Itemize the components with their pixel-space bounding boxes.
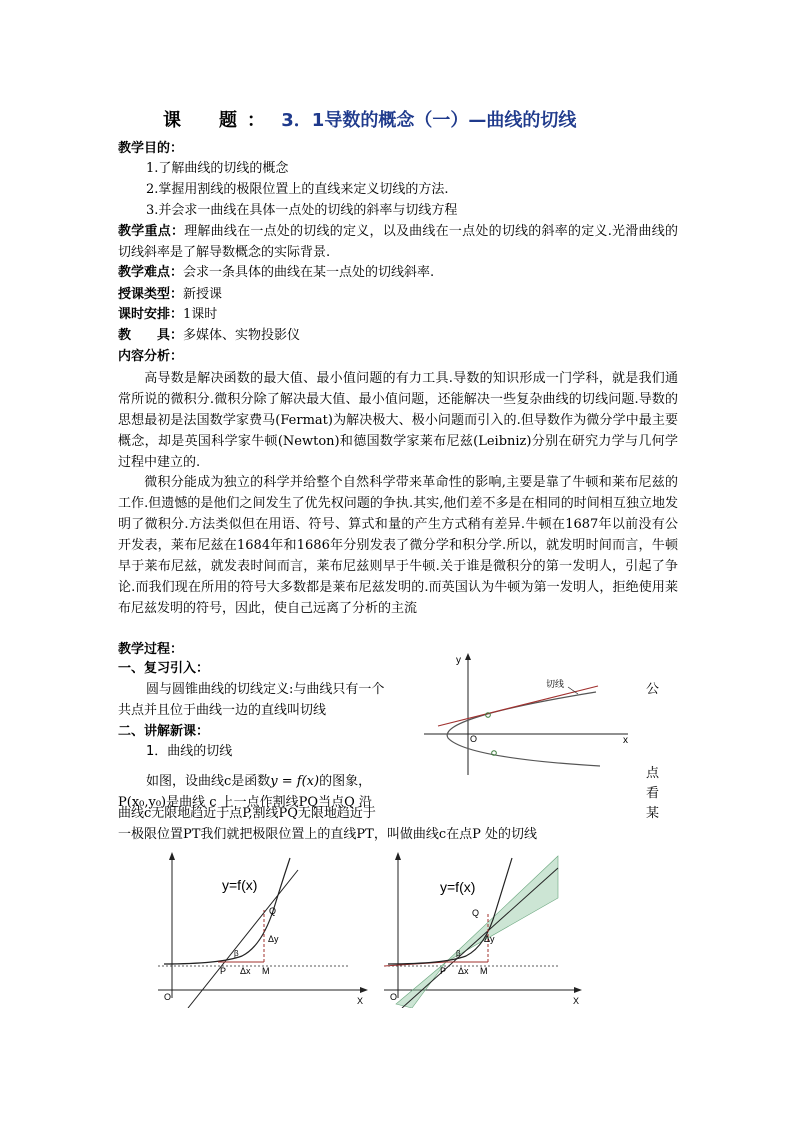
section-tangent-heading: 1．曲线的切线	[146, 744, 233, 759]
figure-dian: 点	[646, 766, 660, 781]
tools	[118, 328, 300, 344]
process-heading: 教学过程：	[118, 642, 184, 657]
right-beta-label: β	[456, 949, 461, 958]
left-p-label: P	[220, 966, 227, 976]
key-point-heading: 教学重点：	[118, 224, 185, 239]
parabola-y-arrow	[465, 653, 471, 660]
title-topic: 3．1导数的概念（一）—曲线的切线	[281, 110, 577, 131]
title-label: 课 题：	[163, 110, 275, 131]
right-dx-label: Δx	[458, 966, 469, 976]
analysis-heading: 内容分析：	[118, 349, 184, 364]
right-dy-label: Δy	[484, 934, 495, 944]
lesson-type-heading: 授课类型：	[118, 287, 184, 302]
right-m-label: M	[480, 966, 488, 976]
right-q-label: Q	[472, 908, 480, 918]
right-curve	[388, 858, 512, 964]
objective-2: 2.掌握用割线的极限位置上的直线来定义切线的方法.	[146, 182, 449, 197]
figure-text-1	[146, 774, 371, 790]
key-point	[118, 221, 678, 263]
parabola-y-label: y	[456, 655, 461, 666]
left-m-label: M	[262, 966, 270, 976]
lesson-type-text: 新授课	[183, 287, 223, 302]
parabola-origin-label: O	[470, 734, 478, 744]
right-function-label: y=f(x)	[440, 879, 476, 895]
secant-figure-left	[150, 848, 375, 1008]
right-x-label: X	[573, 996, 580, 1006]
page-title	[163, 106, 576, 132]
secant-figure-right	[378, 848, 593, 1008]
difficulty-text: 会求一条具体的曲线在某一点处的切线斜率.	[183, 265, 435, 280]
right-y-arrow	[395, 852, 401, 860]
figure-text-1a: 如图，设曲线c是函数	[146, 774, 271, 789]
figure-text-4: 一极限位置PT我们就把极限位置上的直线PT，叫做曲线c在点P 处的切线	[118, 827, 537, 842]
new-lesson-heading: 二、讲解新课：	[118, 724, 210, 739]
figure-kan: 看	[646, 786, 660, 801]
left-x-label: X	[357, 996, 364, 1006]
objectives-heading: 教学目的：	[118, 141, 184, 156]
objective-1: 1.了解曲线的切线的概念	[146, 161, 289, 176]
left-beta-label: β	[234, 949, 239, 958]
difficulty-heading: 教学难点：	[118, 265, 184, 280]
schedule	[118, 307, 217, 323]
right-p-label: P	[440, 966, 447, 976]
right-secant-fan-upper	[446, 856, 558, 962]
tools-text: 多媒体、实物投影仪	[183, 328, 301, 343]
schedule-heading: 课时安排：	[118, 307, 184, 322]
parabola-tangent-figure	[418, 650, 633, 780]
tangent-label: 切线	[546, 679, 565, 689]
figure-mou: 某	[646, 806, 660, 821]
figure-text-2: P(x₀,y₀)是曲线 c 上一点作割线PQ当点Q 沿	[118, 795, 372, 810]
review-heading: 一、复习引入：	[118, 661, 210, 676]
analysis-paragraph-2	[118, 472, 678, 619]
difficulty	[118, 265, 434, 281]
analysis-paragraph-1	[118, 368, 678, 473]
objective-3: 3.并会求一曲线在具体一点处的切线的斜率与切线方程	[146, 203, 458, 218]
tools-heading: 教 具：	[118, 328, 184, 343]
parabola-curve	[447, 692, 600, 766]
right-secant-fan-lower	[396, 962, 446, 1008]
analysis-p2-text: 微积分能成为独立的科学并给整个自然科学带来革命性的影响,主要是靠了牛顿和莱布尼兹的工作.但遗憾的是他们之间发生了优先权问题的争执.其实,他们差不多是在相同的时间相互独立地发明了微积分.方法类似但在用语、符号、算式和量的产生方式稍有差异.牛顿在1687年以前没有公开发表，莱布尼兹在1684年和1686年分别发表了微分学和积分学.所以，就发明时间而言，牛顿早于莱布尼兹，就发表时间而言，莱布尼兹则早于牛顿.关于谁是微积分的第一发明人，引起了争论.而我们现在所用的符号大多数都是莱布尼兹发明的.而英国认为牛顿为第一发明人，拒绝使用莱布尼兹发明的符号，因此，使自己远离了分析的主流	[118, 475, 678, 616]
review-text-2: 共点并且位于曲线一边的直线叫切线	[118, 703, 327, 718]
left-dy-label: Δy	[268, 934, 279, 944]
tangent-line	[438, 686, 598, 726]
figure-text-1b: 的图象，	[319, 774, 372, 789]
lesson-type	[118, 287, 222, 303]
left-dx-label: Δx	[240, 966, 251, 976]
right-x-arrow	[574, 987, 582, 993]
left-origin-label: O	[164, 992, 172, 1002]
parabola-x-label: x	[623, 735, 628, 746]
left-x-arrow	[360, 987, 368, 993]
analysis-p1-text: 高导数是解决函数的最大值、最小值问题的有力工具.导数的知识形成一门学科，就是我们通常所说的微积分.微积分除了解决最大值、最小值问题，还能解决一些复杂曲线的切线问题.导数的思想最初是法国数学家费马(Fermat)为解决极大、极小问题而引入的.但导数作为微分学中最主要概念，却是英国科学家牛顿(Newton)和德国数学家莱布尼兹(Leibniz)分别在研究力学与几何学过程中建立的.	[118, 371, 678, 470]
schedule-text: 1课时	[183, 307, 218, 322]
left-y-arrow	[169, 852, 175, 860]
left-q-label: Q	[269, 906, 277, 916]
key-point-text: 理解曲线在一点处的切线的定义，以及曲线在一点处的切线的斜率的定义.光滑曲线的切线斜率是了解导数概念的实际背景.	[118, 224, 678, 260]
review-text-1: 圆与圆锥曲线的切线定义:与曲线只有一个	[146, 682, 385, 697]
right-secant-line	[402, 868, 558, 1008]
review-gong: 公	[646, 682, 660, 697]
figure-text-3: 曲线c无限地趋近于点P,割线PQ无限地趋近于	[118, 806, 376, 821]
function-formula: y = f(x)	[270, 774, 320, 789]
left-function-label: y=f(x)	[222, 877, 258, 893]
right-origin-label: O	[390, 992, 398, 1002]
